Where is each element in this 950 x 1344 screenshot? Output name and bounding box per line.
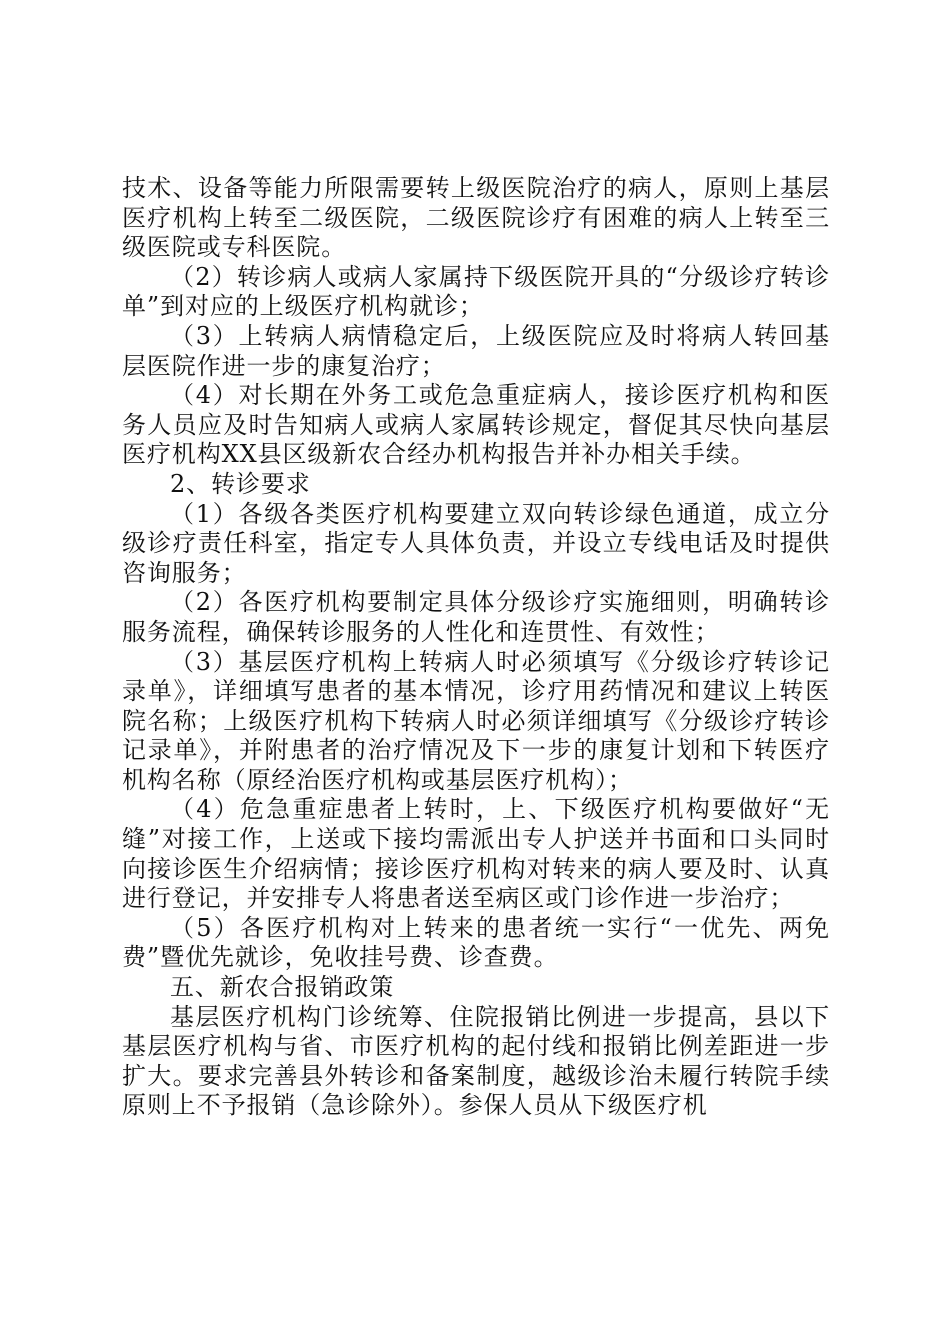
paragraph-item-4: （4）对长期在外务工或危急重症病人，接诊医疗机构和医务人员应及时告知病人或病人家属转诊规定，督促其尽快向基层医疗机构XX县区级新农合经办机构报告并补办相关手续。 [122,381,830,469]
paragraph-requirement-2: （2）各医疗机构要制定具体分级诊疗实施细则，明确转诊服务流程，确保转诊服务的人性化和连贯性、有效性； [122,588,830,646]
paragraph-item-3: （3）上转病人病情稳定后，上级医院应及时将病人转回基层医院作进一步的康复治疗； [122,321,830,380]
paragraph-continuation: 技术、设备等能力所限需要转上级医院治疗的病人，原则上基层医疗机构上转至二级医院，二级医院诊疗有困难的病人上转至三级医院或专科医院。 [122,174,830,262]
section-heading-reimbursement-policy: 五、新农合报销政策 [170,973,395,1002]
paragraph-requirement-4: （4）危急重症患者上转时，上、下级医疗机构要做好“无缝”对接工作，上送或下接均需派出专人护送并书面和口头同时向接诊医生介绍病情；接诊医疗机构对转来的病人要及时、认真进行登记，并安排专人将患者送至病区或门诊作进一步治疗； [122,795,830,913]
paragraph-reimbursement: 基层医疗机构门诊统筹、住院报销比例进一步提高，县以下基层医疗机构与省、市医疗机构的起付线和报销比例差距进一步扩大。要求完善县外转诊和备案制度，越级诊治未履行转院手续原则上不予报销（急诊除外）。参保人员从下级医疗机 [122,1002,830,1120]
paragraph-requirement-1: （1）各级各类医疗机构要建立双向转诊绿色通道，成立分级诊疗责任科室，指定专人具体负责，并设立专线电话及时提供咨询服务； [122,499,830,587]
paragraph-requirement-5: （5）各医疗机构对上转来的患者统一实行“一优先、两免费”暨优先就诊，免收挂号费、诊查费。 [122,913,830,972]
paragraph-item-2: （2）转诊病人或病人家属持下级医院开具的“分级诊疗转诊单”到对应的上级医疗机构就诊； [122,262,830,321]
section-heading-referral-requirements: 2、转诊要求 [170,469,311,498]
paragraph-requirement-3: （3）基层医疗机构上转病人时必须填写《分级诊疗转诊记录单》，详细填写患者的基本情况，诊疗用药情况和建议上转医院名称；上级医疗机构下转病人时必须详细填写《分级诊疗转诊记录单》，并附患者的治疗情况及下一步的康复计划和下转医疗机构名称（原经治医疗机构或基层医疗机构）； [122,647,830,794]
document-body [122,174,830,1121]
